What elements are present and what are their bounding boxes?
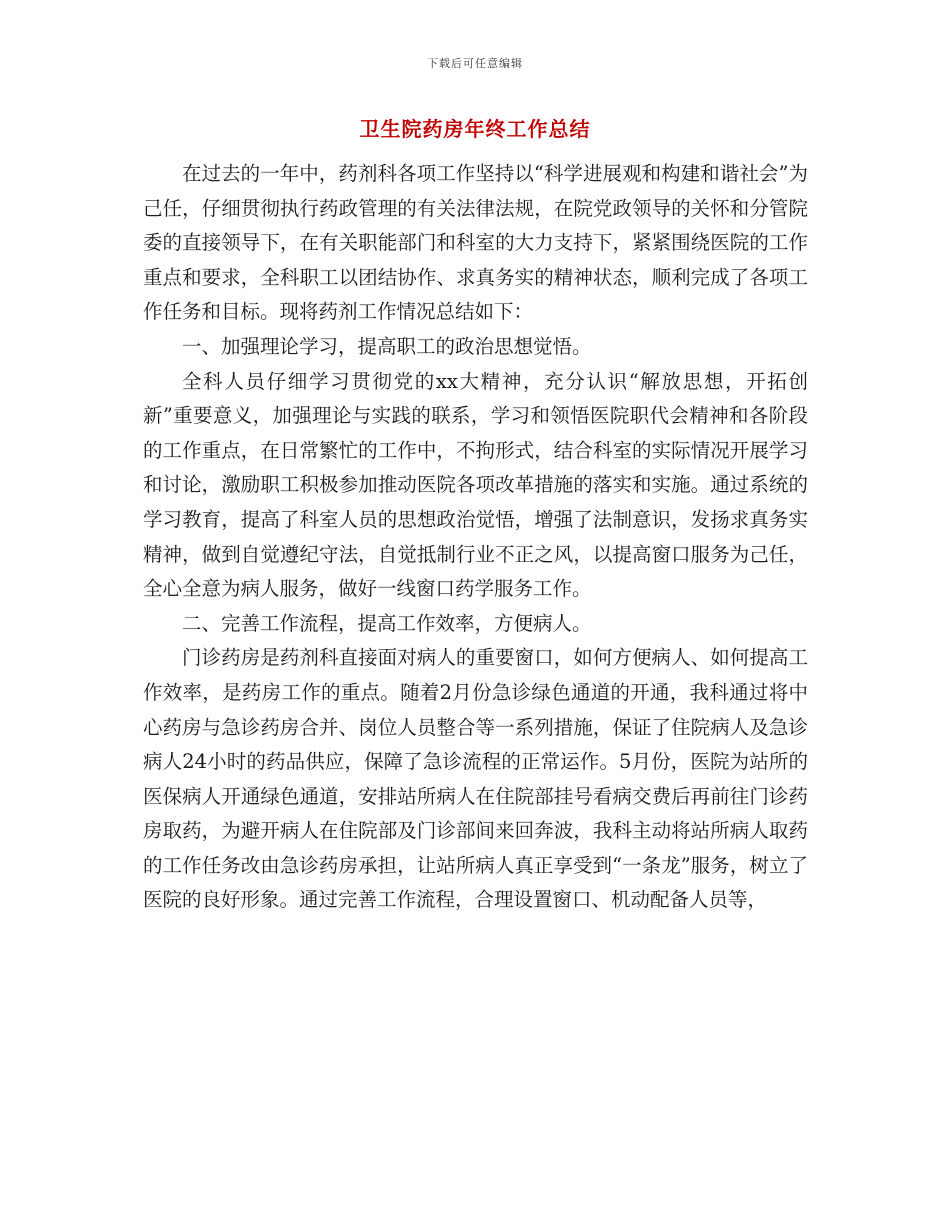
header-note: 下载后可任意编辑 [427, 57, 523, 70]
section-heading-1: 一、加强理论学习，提高职工的政治思想觉悟。 [182, 334, 592, 358]
document-body [143, 157, 808, 918]
paragraph-section-2: 门诊药房是药剂科直接面对病人的重要窗口，如何方便病人、如何提高工作效率，是药房工作的重点。随着2月份急诊绿色通道的开通，我科通过将中心药房与急诊药房合并、岗位人员整合等一系列措施，保证了住院病人及急诊病人24小时的药品供应，保障了急诊流程的正常运作。5月份，医院为站所的医保病人开通绿色通道，安排站所病人在住院部挂号看病交费后再前往门诊药房取药，为避开病人在住院部及门诊部间来回奔波，我科主动将站所病人取药的工作任务改由急诊药房承担，让站所病人真正享受到“一条龙”服务，树立了医院的良好形象。通过完善工作流程，合理设置窗口、机动配备人员等， [143, 646, 808, 912]
paragraph-section-1: 全科人员仔细学习贯彻党的xx大精神，充分认识“解放思想，开拓创新”重要意义，加强理论与实践的联系，学习和领悟医院职代会精神和各阶段的工作重点，在日常繁忙的工作中，不拘形式，结合科室的实际情况开展学习和讨论，激励职工积极参加推动医院各项改革措施的落实和实施。通过系统的学习教育，提高了科室人员的思想政治觉悟，增强了法制意识，发扬求真务实精神，做到自觉遵纪守法，自觉抵制行业不正之风，以提高窗口服务为己任，全心全意为病人服务，做好一线窗口药学服务工作。 [143, 369, 808, 601]
section-heading-2: 二、完善工作流程，提高工作效率，方便病人。 [182, 611, 592, 635]
document-title: 卫生院药房年终工作总结 [359, 117, 591, 141]
paragraph-intro: 在过去的一年中，药剂科各项工作坚持以“科学进展观和构建和谐社会”为己任，仔细贯彻执行药政管理的有关法律法规，在院党政领导的关怀和分管院委的直接领导下，在有关职能部门和科室的大力支持下，紧紧围绕医院的工作重点和要求，全科职工以团结协作、求真务实的精神状态，顺利完成了各项工作任务和目标。现将药剂工作情况总结如下： [143, 162, 808, 324]
